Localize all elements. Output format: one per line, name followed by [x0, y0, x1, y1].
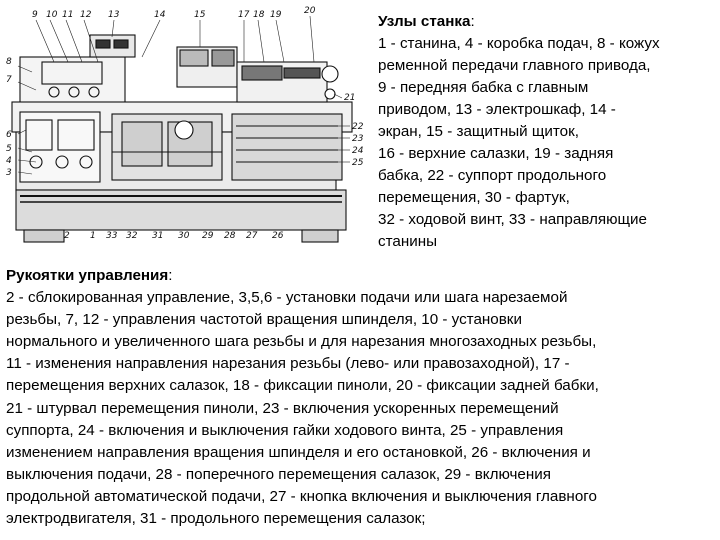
callout-bottom-8: 27	[246, 231, 258, 241]
control-handles-heading-colon: :	[168, 267, 173, 284]
machine-units-line: приводом, 13 - электрошкаф, 14 -	[378, 101, 616, 118]
callout-bottom-2: 33	[106, 231, 118, 241]
lathe-machine-drawing	[2, 2, 372, 250]
machine-units-line: бабка, 22 - суппорт продольного	[378, 167, 607, 184]
machine-units-line: 1 - станина, 4 - коробка подач, 8 - кожух	[378, 35, 660, 52]
control-handles-line: перемещения верхних салазок, 18 - фиксации пиноли, 20 - фиксации задней бабки,	[6, 377, 599, 395]
machine-units-legend	[378, 11, 716, 253]
callout-left-5: 3	[6, 168, 12, 178]
callout-right-3: 24	[352, 146, 364, 156]
machine-units-line: перемещения, 30 - фартук,	[378, 189, 570, 206]
control-handles-heading: Рукоятки управления	[6, 267, 169, 284]
callout-top-2: 11	[62, 10, 74, 20]
callout-bottom-0: 2	[64, 231, 70, 241]
callout-bottom-9: 26	[272, 231, 284, 241]
callout-bottom-7: 28	[224, 231, 236, 241]
callout-bottom-6: 29	[202, 231, 214, 241]
callout-right-4: 25	[352, 158, 364, 168]
callout-top-6: 15	[194, 10, 206, 20]
machine-units-line: станины	[378, 233, 437, 250]
callout-left-0: 8	[6, 57, 12, 67]
callout-top-0: 9	[32, 10, 38, 20]
right-mechanism	[232, 114, 342, 180]
control-handles-heading-line	[6, 265, 716, 287]
machine-units-line: экран, 15 - защитный щиток,	[378, 123, 579, 140]
callout-bottom-3: 32	[126, 231, 138, 241]
callout-right-2: 23	[352, 134, 364, 144]
callout-top-9: 19	[270, 10, 282, 20]
control-handles-line: нормального и увеличенного шага резьбы и для нарезания многозаходных резьбы,	[6, 333, 597, 351]
control-handles-line: изменением направления вращения шпинделя и его остановкой, 26 - включения и	[6, 443, 591, 461]
machine-units-heading-colon: :	[470, 13, 475, 30]
callout-left-1: 7	[6, 75, 12, 85]
callout-top-5: 14	[154, 10, 166, 20]
machine-units-line: ременной передачи главного привода,	[378, 57, 651, 74]
headstock	[20, 57, 125, 105]
callout-left-4: 4	[6, 156, 12, 166]
callout-top-4: 13	[108, 10, 120, 20]
control-handles-legend	[6, 265, 716, 530]
callout-top-10: 20	[304, 6, 316, 16]
callout-left-3: 5	[6, 144, 12, 154]
callout-right-1: 22	[352, 122, 364, 132]
machine-units-line: 32 - ходовой винт, 33 - направляющие	[378, 211, 647, 228]
control-handles-line: 11 - изменения направления нарезания резьбы (лево- или правозаходной), 17 -	[6, 355, 570, 373]
callout-top-3: 12	[80, 10, 92, 20]
control-handles-line: 2 - сблокированная управление, 3,5,6 - установки подачи или шага нарезаемой	[6, 289, 568, 307]
callout-bottom-4: 31	[152, 231, 164, 241]
machine-units-line: 9 - передняя бабка с главным	[378, 79, 589, 96]
lathe-figure	[2, 2, 372, 250]
control-handles-line: резьбы, 7, 12 - управления частотой вращения шпинделя, 10 - установки	[6, 311, 522, 329]
control-handles-line: выключения подачи, 28 - поперечного перемещения салазок, 29 - включения	[6, 465, 551, 483]
machine-units-heading: Узлы станка	[378, 13, 471, 30]
control-handles-line: продольной автоматической подачи, 27 - кнопка включения и выключения главного	[6, 487, 597, 505]
machine-units-heading-line	[378, 11, 716, 33]
control-handles-line: суппорта, 24 - включения и выключения гайки ходового винта, 25 - управления	[6, 421, 564, 439]
callout-bottom-5: 30	[178, 231, 190, 241]
callout-right-0: 21	[344, 93, 356, 103]
control-handles-line: 21 - штурвал перемещения пиноли, 23 - включения ускоренных перемещений	[6, 399, 559, 417]
callout-top-1: 10	[46, 10, 58, 20]
feed-box	[20, 112, 100, 182]
machine-units-line: 16 - верхние салазки, 19 - задняя	[378, 145, 614, 162]
callout-bottom-1: 1	[90, 231, 96, 241]
callout-top-7: 17	[238, 10, 250, 20]
callout-top-8: 18	[253, 10, 265, 20]
callout-left-2: 6	[6, 130, 12, 140]
control-handles-line: электродвигателя, 31 - продольного перемещения салазок;	[6, 510, 426, 528]
